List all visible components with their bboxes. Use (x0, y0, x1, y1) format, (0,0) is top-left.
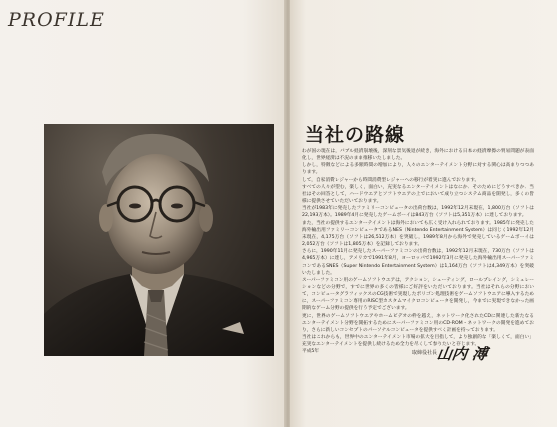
body-paragraph: して，自家消費レジャーから時間消費型レジャーへの移行が着実に進んでおります。 (302, 177, 480, 183)
date-line: 平成5年 (302, 349, 320, 355)
body-paragraph: わが国の現在は，バブル経済崩壊後，深刻な景気後退が続き，海外における日本の経済摩擦の貿易問題が表面化し，世界経済は不況のまま推移いたしました。 (302, 149, 534, 162)
portrait-illustration (44, 124, 274, 356)
signoff-title: 取締役社長 (412, 350, 438, 356)
body-paragraph: 当社はこれからも，世界中のエンターテイメント市場の拡大を目指して，より独創的な「楽しくて，面白い」充実なエンターテイメントを提供し続けるため全力を尽くして参りたいと存じます。 (302, 335, 534, 348)
signature: 山内 溥 (435, 345, 489, 363)
body-paragraph: 当社が1983年に発売したファミリーコンピュータの出荷台数は，1992年12月末現在，1,800万台（ソフトは22,193万本）。1989年4月に発売したゲームボーイは843万台（ソフトは5,351万本）に達しております。 (302, 206, 534, 219)
portrait-photo (44, 124, 274, 356)
profile-heading: PROFILE (8, 9, 105, 31)
body-paragraph: スーパーファミコン用のゲームソフトウエアは，アクション，シューティング，ロールプレイング，シミュレーションなどの分野で，すでに世界の多くの皆様にご好評をいただいております。当社はそれらの分野において，コンピュータグラフィックスのCG技術で実現したポリゴン処理技術をゲームソフトウエアに導入するために，スーパーファミコン専用のRISC型カスタムマイクロコンピュータを開発し，今までに実現できなかった画期的なゲーム分野の提供を行う予定でございます。 (302, 277, 534, 312)
body-paragraph: さらに，1990年11月に発売したスーパーファミコンの出荷台数は，1992年12月末現在，730万台（ソフトは4,965万本）に達し，アメリカで1991年8月，ヨーロッパで1992年3月に発売した海外輸出用スーパーファミコンであるSNES（Super Nintendo Entertainment System）は1,164万台（ソフトは4,349万本）を突破いたしました。 (302, 249, 534, 276)
body-paragraph: また，当社の提供するエンターテイメントは海外においても広く受け入れられております。1985年に発売した海外輸出用ファミリーコンピュータであるNES（Nintendo Entertainment System）は同じく1992年12月末現在，4,175万台（ソフトは26,512万本）を突破し，1989年8月から海外で発売しているゲームボーイは2,052万台（ソフトは1,805万本）を記録しております。 (302, 220, 534, 248)
article-body (302, 148, 534, 356)
body-paragraph: 更に，世界のゲームソフトウエアやホームビデオの枠を越え，ネットワーク化されたCDに関連した新たなるエンターテイメント分野を開拓するためにスーパーファミコン用のCD-ROM・ネットワークの開発を進めており，さらに新しいコンセプトのパーソナルコンピュータを提供すべく計画を持っております。 (302, 313, 534, 333)
article-title: 当社の路線 (305, 124, 406, 146)
body-paragraph: しかし，特徴などによる多額時間の増加により，人々のエンターテイメント分野に対する関心は高まりつつあります。 (302, 163, 534, 176)
body-paragraph: すべての人々が望む，楽しく，面白い，充実なるエンターテイメントはなにか．そのためにどうすべきか．当社はその回答として，ハードウエアとソフトウエアの上でにおいて成り立つシステム商品を開発し，多くの皆様に提供させていただいております。 (302, 184, 534, 205)
